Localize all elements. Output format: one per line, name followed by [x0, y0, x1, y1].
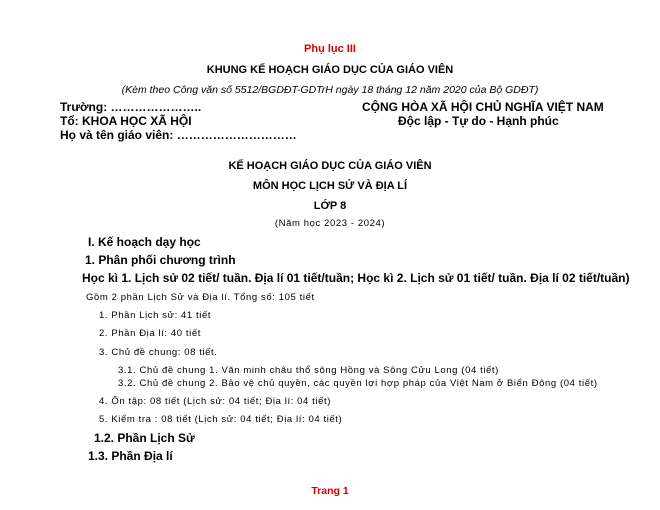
section-1-2-heading: 1.2. Phần Lịch Sử: [94, 431, 195, 445]
page-number: 1: [342, 485, 349, 497]
page-footer: [0, 485, 660, 497]
department-field: Tổ: KHOA HỌC XÃ HỘI: [60, 114, 192, 128]
list-item: 5. Kiểm tra : 08 tiết (Lịch sử: 04 tiết; Địa lí: 04 tiết): [99, 414, 343, 425]
reference-note: (Kèm theo Công văn số 5512/BGDĐT-GDTrH ngày 18 tháng 12 năm 2020 của Bộ GDĐT): [121, 84, 539, 96]
page-label: Trang: [311, 485, 340, 497]
sub-list-item: 3.2. Chủ đề chung 2. Bảo vệ chủ quyền, các quyền lợi hợp pháp của Việt Nam ở Biển Đông (04 tiết): [118, 378, 598, 389]
school-field: Trường: …………………..: [60, 100, 202, 114]
sub-list-item: 3.1. Chủ đề chung 1. Văn minh châu thổ sông Hồng và Sông Cửu Long (04 tiết): [118, 365, 499, 376]
section-1-1-heading: 1. Phân phối chương trình: [85, 253, 236, 267]
plan-title: KẾ HOẠCH GIÁO DỤC CỦA GIÁO VIÊN: [228, 160, 432, 172]
semester-allocation: Học kì 1. Lịch sử 02 tiết/ tuần. Địa lí 01 tiết/tuần; Học kì 2. Lịch sử 01 tiết/ tuần. Địa lí 02 tiết/tuần): [82, 271, 630, 285]
teacher-field: Họ và tên giáo viên: …………………………: [60, 128, 297, 142]
list-item: 3. Chủ đề chung: 08 tiết.: [99, 347, 218, 358]
list-item: 2. Phần Địa lí: 40 tiết: [99, 328, 201, 339]
subject-title: MÔN HỌC LỊCH SỬ VÀ ĐỊA LÍ: [252, 180, 408, 192]
appendix-label: Phụ lục III: [304, 43, 356, 55]
total-summary: Gồm 2 phần Lịch Sử và Địa lí. Tổng số: 105 tiết: [86, 292, 315, 303]
grade-title: LỚP 8: [313, 200, 347, 212]
frame-title: KHUNG KẾ HOẠCH GIÁO DỤC CỦA GIÁO VIÊN: [206, 64, 454, 76]
list-item: 4. Ôn tập: 08 tiết (Lịch sử: 04 tiết; Địa lí: 04 tiết): [99, 396, 332, 407]
list-item: 1. Phần Lịch sử: 41 tiết: [99, 310, 212, 321]
section-1-heading: I. Kế hoạch dạy học: [88, 235, 201, 249]
national-motto: Độc lập - Tự do - Hạnh phúc: [398, 114, 559, 128]
school-year: (Năm học 2023 - 2024): [274, 218, 386, 229]
country-name: CỘNG HÒA XÃ HỘI CHỦ NGHĨA VIỆT NAM: [362, 100, 604, 114]
section-1-3-heading: 1.3. Phần Địa lí: [88, 449, 173, 463]
